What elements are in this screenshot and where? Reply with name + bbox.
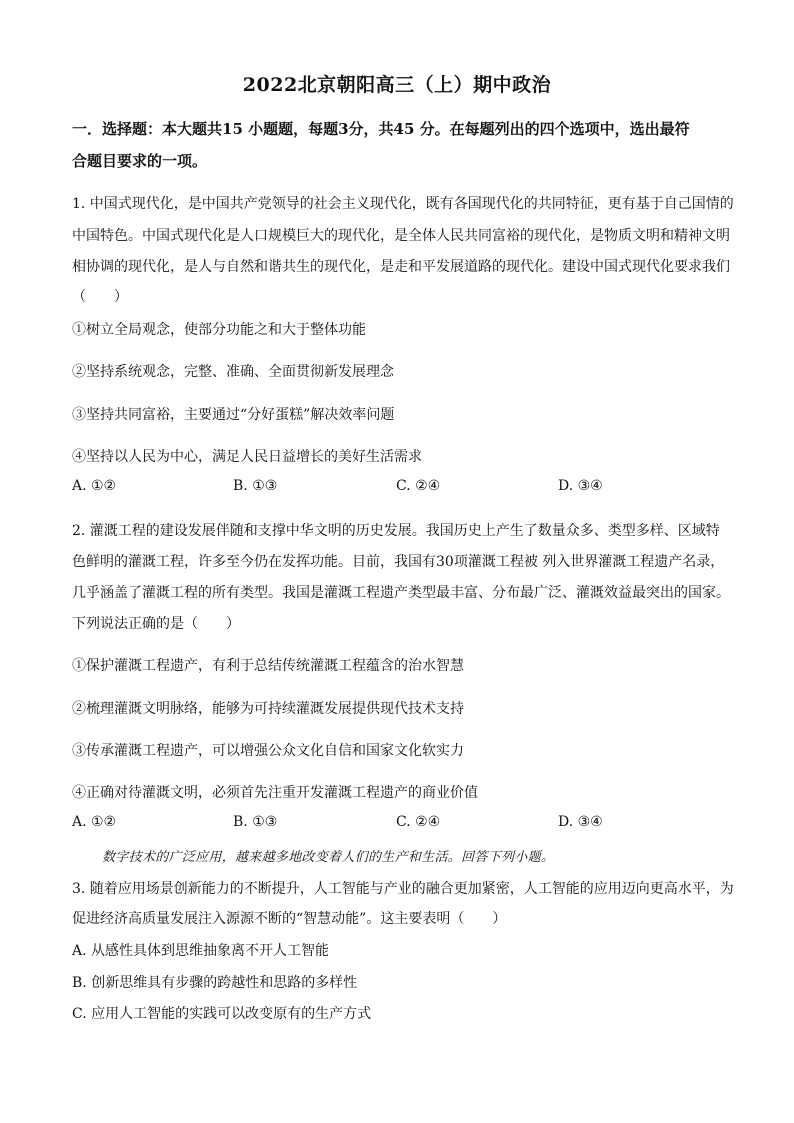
q1-item-2: ②坚持系统观念，完整、准确、全面贯彻新发展理念 <box>72 364 394 380</box>
q2-item-1: ①保护灌溉工程遗产，有利于总结传统灌溉工程蕴含的治水智慧 <box>72 658 464 674</box>
q1-option-d: D. ③④ <box>558 478 603 494</box>
q2-item-2: ②梳理灌溉文明脉络，能够为可持续灌溉发展提供现代技术支持 <box>72 701 464 717</box>
q2-stem-line-2: 色鲜明的灌溉工程，许多至今仍在发挥功能。目前，我国有30项灌溉工程被 列入世界灌溉工程遗产名录， <box>72 554 725 570</box>
q1-item-3: ③坚持共同富裕，主要通过“分好蛋糕”解决效率问题 <box>72 407 395 423</box>
q2-item-3: ③传承灌溉工程遗产，可以增强公众文化自信和国家文化软实力 <box>72 743 464 759</box>
section-heading-line-2: 合题目要求的一项。 <box>72 152 208 170</box>
q1-stem-line-3: 相协调的现代化，是人与自然和谐共生的现代化，是走和平发展道路的现代化。建设中国式现代化要求我们 <box>72 259 730 275</box>
q1-item-1: ①树立全局观念，使部分功能之和大于整体功能 <box>72 322 366 338</box>
q1-stem-line-1: 1. 中国式现代化，是中国共产党领导的社会主义现代化，既有各国现代化的共同特征，更有基于自己国情的 <box>72 196 734 212</box>
page-title: 2022北京朝阳高三（上）期中政治 <box>242 74 552 96</box>
q2-option-d: D. ③④ <box>558 814 603 830</box>
q1-option-a: A. ①② <box>72 478 117 494</box>
q1-stem-line-4: （ ） <box>72 289 128 305</box>
q3-option-a: A. 从感性具体到思维抽象离不开人工智能 <box>72 943 330 959</box>
q2-option-c: C. ②④ <box>396 814 441 830</box>
q2-option-a: A. ①② <box>72 814 117 830</box>
section-heading-line-1: 一．选择题：本大题共15 小题题，每题3分，共45 分。在每题列出的四个选项中，选出最符 <box>72 120 690 138</box>
q1-item-4: ④坚持以人民为中心，满足人民日益增长的美好生活需求 <box>72 449 422 465</box>
q1-option-b: B. ①③ <box>233 478 278 494</box>
q1-stem-line-2: 中国特色。中国式现代化是人口规模巨大的现代化，是全体人民共同富裕的现代化，是物质文明和精神文明 <box>72 228 730 244</box>
q2-option-b: B. ①③ <box>233 814 278 830</box>
q3-option-c: C. 应用人工智能的实践可以改变原有的生产方式 <box>72 1006 372 1022</box>
q2-stem-line-4: 下列说法正确的是（ ） <box>72 616 240 632</box>
q2-stem-line-1: 2. 灌溉工程的建设发展伴随和支撑中华文明的历史发展。我国历史上产生了数量众多、类型多样、区域特 <box>72 523 720 539</box>
q2-item-4: ④正确对待灌溉文明，必须首先注重开发灌溉工程遗产的商业价值 <box>72 785 478 801</box>
q3-option-b: B. 创新思维具有步骤的跨越性和思路的多样性 <box>72 975 358 991</box>
q3-stem-line-2: 促进经济高质量发展注入源源不断的“智慧动能”。这主要表明（ ） <box>72 911 507 927</box>
q2-stem-line-3: 几乎涵盖了灌溉工程的所有类型。我国是灌溉工程遗产类型最丰富、分布最广泛、灌溉效益最突出的国家。 <box>72 585 730 601</box>
group-intro: 数字技术的广泛应用，越来越多地改变着人们的生产和生活。回答下列小题。 <box>102 850 555 865</box>
q3-stem-line-1: 3. 随着应用场景创新能力的不断提升，人工智能与产业的融合更加紧密，人工智能的应用迈向更高水平，为 <box>72 881 734 897</box>
q1-option-c: C. ②④ <box>396 478 441 494</box>
